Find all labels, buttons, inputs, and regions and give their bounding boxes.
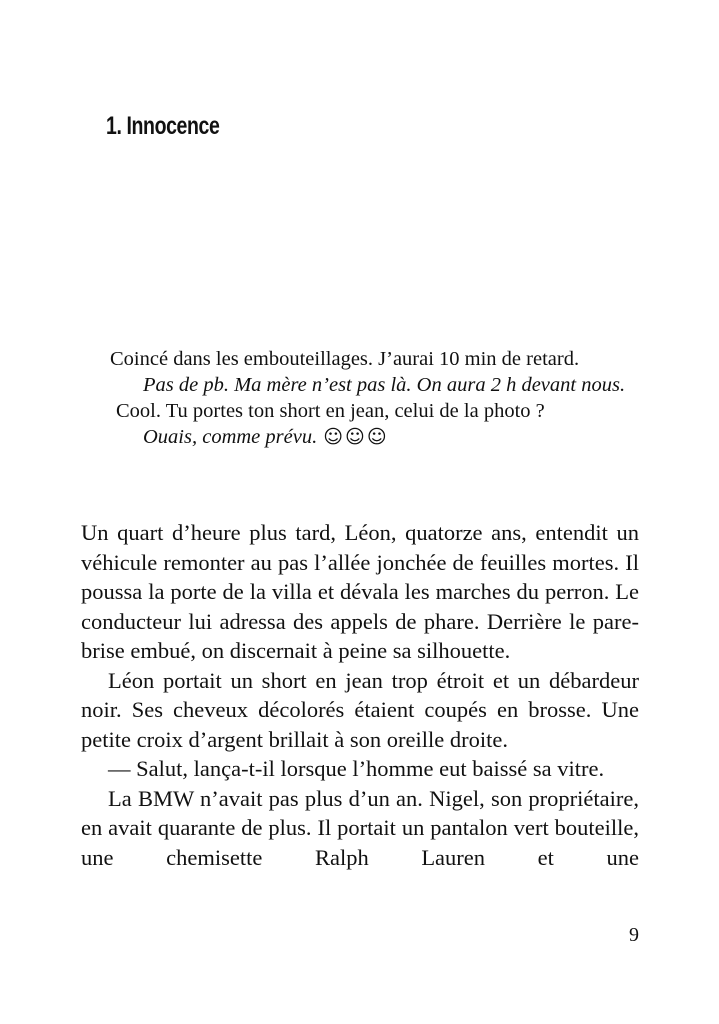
paragraph-dialogue: — Salut, lança-t-il lorsque l’homme eut baissé sa vitre. — [108, 756, 605, 781]
smiley-icon: ☺☺☺ — [323, 426, 389, 448]
paragraph: Un quart d’heure plus tard, Léon, quatorze ans, entendit un véhicule remonter au pas l’allée jonchée de feuilles mortes. Il poussa la porte de la villa et dévala les marches du perron. Le conducteur lui adressa des appels de phare. Derrière le pare-brise embué, on discernait à peine sa silhouette. — [81, 520, 639, 663]
paragraph: Léon portait un short en jean trop étroit et un débardeur noir. Ses cheveux décolorés étaient coupés en brosse. Une petite croix d’argent brillait à son oreille droite. — [81, 667, 639, 752]
message-sent — [110, 346, 579, 372]
message-received — [143, 372, 625, 398]
page-number: 9 — [629, 924, 639, 946]
chapter-title: 1. Innocence — [106, 112, 220, 140]
body-text — [81, 518, 639, 872]
message-received — [143, 424, 389, 450]
message-text: Pas de pb. Ma mère n’est pas là. On aura 2 h devant nous. — [143, 374, 626, 396]
paragraph: La BMW n’avait pas plus d’un an. Nigel, son propriétaire, en avait quarante de plus. Il portait un pantalon vert bouteille, une chemisette Ralph Lauren et une — [81, 785, 639, 870]
message-sent — [116, 398, 545, 424]
message-text: Cool. Tu portes ton short en jean, celui de la photo ? — [116, 400, 545, 422]
message-text: Ouais, comme prévu. — [143, 426, 318, 448]
message-text: Coincé dans les embouteillages. J’aurai 10 min de retard. — [110, 348, 580, 370]
